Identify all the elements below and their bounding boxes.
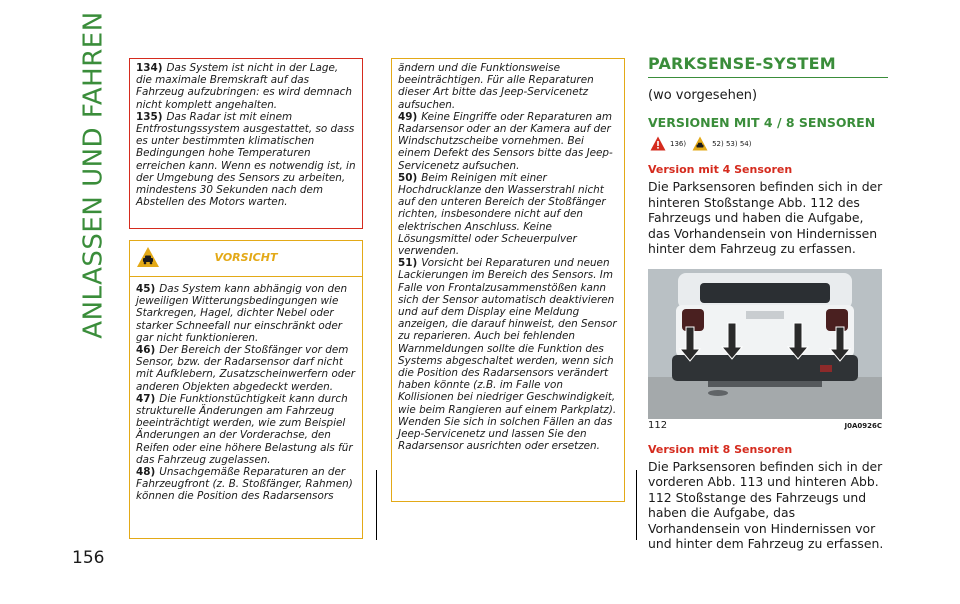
warning-triangle-icon: [650, 136, 666, 151]
caution-item: 45) Das System kann abhängig von den jeweiligen Witterungsbedingungen wie Starkregen, Hagel, dichter Nebel oder starker Schneefall nur einschränkt oder gar nicht funktionieren.: [136, 283, 348, 344]
warning-item: 134) Das System ist nicht in der Lage, die maximale Bremskraft auf das Fahrzeug aufzubringen: es wird demnach nicht komplett angehalten.: [136, 62, 352, 111]
version-8-title: Version mit 8 Sensoren: [648, 442, 793, 456]
caution-car-icon: [692, 136, 708, 151]
figure-number: 112: [648, 419, 668, 431]
caution-item: 51) Vorsicht bei Reparaturen und neuen Lackierungen im Bereich des Sensors. Im Falle von Frontalzusammenstößen kann sich der Sensor automatisch deaktivieren und auf dem Display eine Meldung anzeigen, die darauf hinweist, den Sensor zu reparieren. Auch bei fehlenden Warnmeldungen sollte die Funktion des Systems abgeschaltet werden, wenn sich die Position des Radarsensors verändert haben könnte (z.B. im Falle von Kollisionen bei niedriger Geschwindigkeit, wie beim Rangieren auf einem Parkplatz). Wenden Sie sich in solchen Fällen an das Jeep-Servicenetz und lassen Sie den Radarsensor ausrichten oder ersetzen.: [398, 257, 617, 453]
subsection-heading: VERSIONEN MIT 4 / 8 SENSOREN: [648, 115, 876, 130]
caution-label: VORSICHT: [214, 251, 278, 264]
section-heading: PARKSENSE-SYSTEM: [648, 54, 888, 78]
chapter-sidebar: [74, 11, 114, 339]
continuation-text: ändern und die Funktionsweise beeinträchtigen. Für alle Reparaturen dieser Art bitte das Jeep-Servicenetz aufsuchen.: [398, 62, 594, 111]
version-8-text: Die Parksensoren befinden sich in der vorderen Abb. 113 und hinteren Abb. 112 Stoßstange des Fahrzeugs und haben die Aufgabe, das Vorhandensein von Hindernissen vor und hinter dem Fahrzeug zu erfassen.: [648, 458, 884, 551]
section-subtitle: (wo vorgesehen): [648, 88, 758, 103]
figure-caption: [648, 420, 882, 431]
column-divider: [376, 470, 377, 540]
caution-ref-numbers: 52) 53) 54): [712, 139, 752, 148]
version-4-title: Version mit 4 Sensoren: [648, 163, 793, 176]
caution-item: 49) Keine Eingriffe oder Reparaturen am Radarsensor oder an der Kamera auf der Windschutzscheibe vornehmen. Bei einem Defekt des Sensors bitte das Jeep-Servicenetz aufsuchen.: [398, 110, 613, 172]
caution-box: [129, 276, 363, 539]
vehicle-rear-figure: [648, 269, 882, 419]
figure-code: J0A0926C: [844, 421, 882, 430]
warning-references: [650, 136, 888, 151]
caution-continuation-box: [391, 58, 625, 502]
column-divider: [636, 470, 637, 540]
warning-item: 135) Das Radar ist mit einem Entfrostungssystem ausgestattet, so dass es unter bestimmten klimatischen Bedingungen hohe Temperaturen erreichen kann. Wenn es notwendig ist, in der Umgebung des Sensors zu arbeiten, mindestens 30 Sekunden nach dem Abstellen des Motors warten.: [136, 110, 356, 209]
caution-item: 50) Beim Reinigen mit einer Hochdrucklanze den Wasserstrahl nicht auf den unteren Bereich der Stoßfänger richten, insbesondere nicht auf den elektrischen Anschluss. Keine Lösungsmittel oder Scheuerpulver verwenden.: [398, 171, 606, 258]
caution-item: 47) Die Funktionstüchtigkeit kann durch strukturelle Änderungen am Fahrzeug beeinträchtigt werden, wie zum Beispiel Änderungen an der Vorderachse, den Reifen oder eine höhere Belastung als für das Fahrzeug zugelassen.: [136, 392, 353, 466]
caution-item: 48) Unsachgemäße Reparaturen an der Fahrzeugfront (z. B. Stoßfänger, Rahmen) können die Position des Radarsensors: [136, 466, 353, 503]
parksense-section: [648, 54, 888, 552]
warning-ref-numbers: 136): [670, 139, 687, 148]
page-number: 156: [72, 548, 105, 568]
caution-item: 46) Der Bereich der Stoßfänger vor dem Sensor, bzw. der Radarsensor darf nicht mit Aufklebern, Zusatzscheinwerfern oder anderen Objekten abgedeckt werden.: [136, 344, 356, 393]
vehicle-rear-illustration: [648, 269, 882, 419]
version-4-text: Die Parksensoren befinden sich in der hinteren Stoßstange Abb. 112 des Fahrzeugs und haben die Aufgabe, das Vorhandensein von Hindernissen hinter dem Fahrzeug zu erfassen.: [648, 179, 883, 256]
chapter-title: ANLASSEN UND FAHREN: [79, 11, 109, 339]
warning-box: [129, 58, 363, 229]
caution-header: [129, 240, 363, 276]
